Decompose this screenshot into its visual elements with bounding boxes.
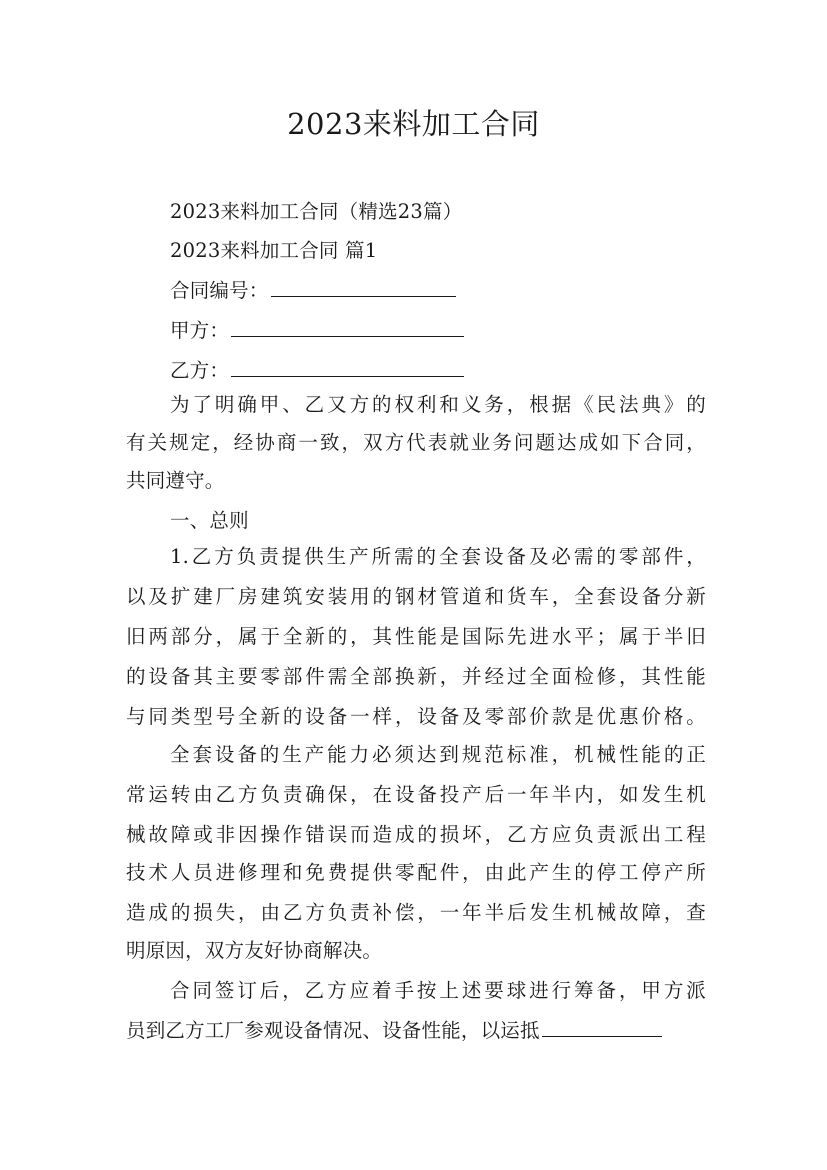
paragraph-text: 员到乙方工厂参观设备情况、设备性能，以运抵 <box>126 1019 540 1042</box>
paragraph-line: 为了明确甲、乙又方的权利和义务，根据《民法典》的 <box>170 393 706 416</box>
paragraph-line: 常运转由乙方负责确保，在设备投产后一年半内，如发生机 <box>126 783 706 806</box>
chapter-heading: 2023来料加工合同 篇1 <box>170 239 378 262</box>
paragraph-line: 技术人员进修理和免费提供零配件，由此产生的停工停产所 <box>126 861 706 884</box>
paragraph-line: 旧两部分，属于全新的，其性能是国际先进水平；属于半旧 <box>126 625 706 648</box>
paragraph-line: 造成的损失，由乙方负责补偿，一年半后发生机械故障，查 <box>126 901 706 924</box>
paragraph-line: 共同遵守。 <box>126 469 225 492</box>
document-title: 2023来料加工合同 <box>287 107 540 141</box>
party-b-field <box>170 356 706 386</box>
paragraph-line: 械故障或非因操作错误而造成的损坏，乙方应负责派出工程 <box>126 823 706 846</box>
party-a-field <box>170 316 706 346</box>
party-a-blank <box>231 316 464 337</box>
paragraph-line: 合同签订后，乙方应着手按上述要球进行筹备，甲方派 <box>170 979 706 1002</box>
contract-number-label: 合同编号： <box>170 279 269 302</box>
paragraph-line-with-blank <box>126 1016 706 1046</box>
contract-number-blank <box>271 276 456 297</box>
contract-number-field <box>170 276 706 306</box>
paragraph-line: 以及扩建厂房建筑安装用的钢材管道和货车，全套设备分新 <box>126 585 706 608</box>
paragraph-line: 有关规定，经协商一致，双方代表就业务问题达成如下合同， <box>126 431 706 454</box>
paragraph-line: 1.乙方负责提供生产所需的全套设备及必需的零部件， <box>170 545 706 568</box>
document-subtitle: 2023来料加工合同（精选23篇） <box>170 200 463 223</box>
paragraph-line: 明原因，双方友好协商解决。 <box>126 939 383 962</box>
party-b-label: 乙方： <box>170 359 230 382</box>
paragraph-line: 全套设备的生产能力必须达到规范标准，机械性能的正 <box>170 743 706 766</box>
paragraph-line: 与同类型号全新的设备一样，设备及零部价款是优惠价格。 <box>126 705 706 728</box>
party-b-blank <box>231 356 464 377</box>
paragraph-line: 的设备其主要零部件需全部换新，并经过全面检修，其性能 <box>126 665 706 688</box>
party-a-label: 甲方： <box>170 319 230 342</box>
arrival-blank <box>542 1016 662 1037</box>
section-heading: 一、总则 <box>170 509 249 532</box>
